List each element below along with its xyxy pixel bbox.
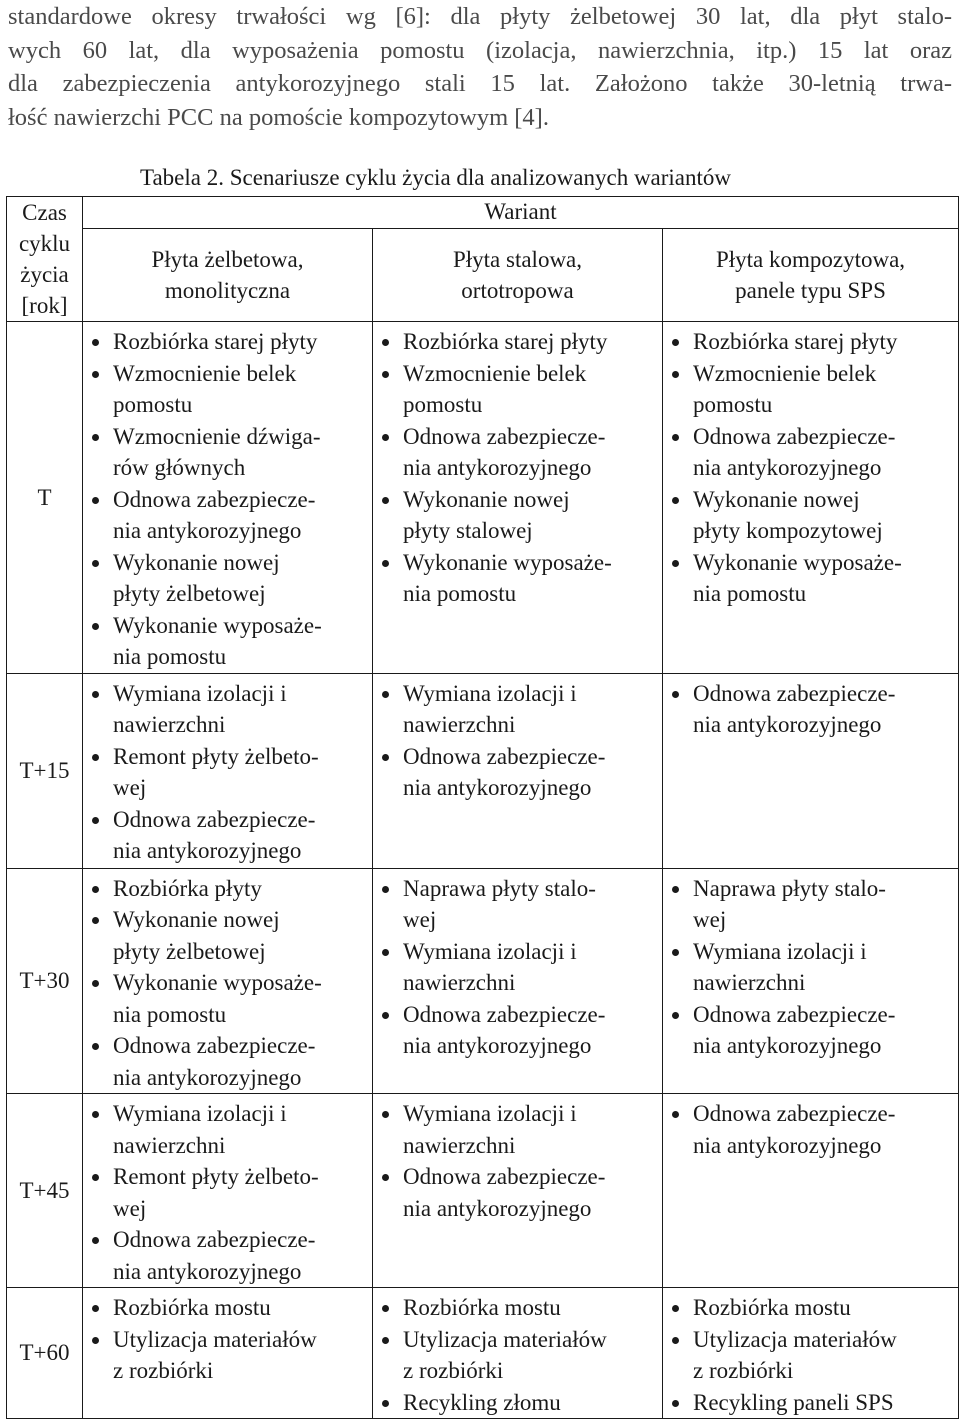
list-item-line: nawierzchni — [403, 1132, 516, 1158]
list-item — [373, 741, 662, 804]
list-item-line: Odnowa zabezpiecze- — [113, 1033, 316, 1058]
action-list — [83, 1288, 372, 1387]
list-item — [663, 1324, 958, 1387]
list-item-line: nia pomostu — [693, 581, 807, 606]
list-item — [83, 484, 372, 547]
list-item-line: Naprawa płyty stalo- — [403, 875, 596, 901]
list-item — [663, 1387, 958, 1419]
time-header-line: cyklu — [18, 231, 71, 256]
time-column-header — [7, 197, 83, 322]
list-item-line: Wzmocnienie dźwiga- — [113, 423, 321, 449]
list-item — [373, 1387, 662, 1419]
list-item-line: nia antykorozyjnego — [113, 838, 302, 863]
list-item-line: pomostu — [113, 392, 193, 417]
action-list — [83, 1094, 372, 1287]
list-item — [373, 1324, 662, 1387]
scenario-cell — [373, 868, 663, 1094]
list-item — [83, 326, 372, 358]
list-item-line: Wymiana izolacji i — [403, 680, 577, 706]
list-item-line: Rozbiórka mostu — [403, 1295, 561, 1320]
variant-header-row — [7, 228, 959, 321]
list-item-line: Remont płyty żelbeto- — [113, 743, 319, 769]
scenario-cell — [663, 1288, 959, 1419]
list-item — [663, 1098, 958, 1161]
intro-line: standardowe okresy trwałości wg [6]: dla płyty żelbetowej 30 lat, dla płyt stalo- — [8, 3, 952, 30]
table-header-row — [7, 197, 959, 229]
list-item-line: nia antykorozyjnego — [403, 775, 592, 800]
list-item-line: Odnowa zabezpiecze- — [403, 423, 606, 449]
time-header-line: Czas — [22, 200, 67, 225]
list-item — [373, 1098, 662, 1161]
list-item — [663, 547, 958, 610]
list-item-line: Wykonanie nowej — [403, 486, 570, 512]
list-item — [83, 1292, 372, 1324]
list-item-line: Recykling złomu — [403, 1389, 561, 1415]
scenario-cell — [83, 673, 373, 868]
scenario-cell — [83, 868, 373, 1094]
list-item-line: Wykonanie wyposaże- — [113, 970, 322, 995]
action-list — [83, 322, 372, 673]
list-item-line: Odnowa zabezpiecze- — [693, 1101, 896, 1126]
list-item-line: Rozbiórka mostu — [113, 1295, 271, 1320]
list-item — [83, 967, 372, 1030]
list-item — [83, 1161, 372, 1224]
table-row — [7, 868, 959, 1094]
list-item — [83, 873, 372, 905]
list-item — [83, 678, 372, 741]
list-item-line: Wykonanie nowej — [113, 549, 280, 575]
list-item-line: nia pomostu — [113, 644, 227, 669]
list-item-line: z rozbiórki — [403, 1358, 504, 1383]
list-item-line: Utylizacja materiałów — [693, 1326, 897, 1352]
list-item-line: nia antykorozyjnego — [113, 1064, 302, 1090]
intro-line: dla zabezpieczenia antykorozyjnego stali 15 lat. Założono także 30-letnią trwa- — [8, 70, 952, 97]
variant-header-line: ortotropowa — [461, 277, 574, 303]
intro-line: wych 60 lat, dla wyposażenia pomostu (izolacja, nawierzchnia, itp.) 15 lat oraz — [8, 36, 952, 64]
list-item-line: Odnowa zabezpiecze- — [693, 680, 896, 706]
list-item — [663, 873, 958, 936]
list-item — [83, 610, 372, 673]
action-list — [83, 674, 372, 867]
list-item — [373, 421, 662, 484]
list-item — [373, 358, 662, 421]
list-item-line: Rozbiórka starej płyty — [113, 329, 318, 354]
list-item — [663, 326, 958, 358]
list-item-line: Wzmocnienie belek — [403, 360, 587, 386]
list-item — [663, 936, 958, 999]
variant-header-line: monolityczna — [164, 277, 291, 303]
scenario-cell — [373, 322, 663, 674]
list-item — [83, 1224, 372, 1287]
list-item — [373, 1161, 662, 1224]
action-list — [373, 1288, 662, 1418]
action-list — [663, 869, 958, 1062]
list-item — [83, 1030, 372, 1093]
scenario-cell — [83, 1288, 373, 1419]
list-item-line: Wymiana izolacji i — [403, 1101, 577, 1126]
time-cell: T — [7, 322, 83, 674]
list-item-line: nawierzchni — [403, 712, 516, 737]
variant-header-line: Płyta żelbetowa, — [151, 246, 304, 272]
action-list — [373, 869, 662, 1062]
scenario-cell — [373, 1288, 663, 1419]
list-item-line: wej — [403, 907, 437, 932]
list-item — [373, 326, 662, 358]
list-item-line: Wymiana izolacji i — [113, 1101, 287, 1126]
list-item-line: Wzmocnienie belek — [113, 360, 297, 386]
list-item-line: Rozbiórka starej płyty — [693, 329, 898, 354]
list-item-line: nia pomostu — [403, 581, 517, 606]
action-list — [663, 1094, 958, 1161]
action-list — [663, 322, 958, 610]
list-item-line: Utylizacja materiałów — [113, 1326, 317, 1352]
list-item — [83, 421, 372, 484]
table-row — [7, 1288, 959, 1419]
list-item — [663, 678, 958, 741]
action-list — [373, 674, 662, 804]
list-item — [373, 873, 662, 936]
list-item-line: rów głównych — [113, 455, 246, 480]
list-item-line: płyty żelbetowej — [113, 581, 266, 606]
scenario-cell — [663, 1094, 959, 1288]
action-list — [83, 869, 372, 1094]
list-item-line: nia antykorozyjnego — [403, 1195, 592, 1221]
time-cell: T+60 — [7, 1288, 83, 1419]
list-item — [373, 936, 662, 999]
action-list — [663, 674, 958, 741]
table-row — [7, 1094, 959, 1288]
list-item — [373, 999, 662, 1062]
variant-group-header: Wariant — [83, 197, 959, 229]
list-item-line: Rozbiórka starej płyty — [403, 329, 608, 354]
list-item-line: nia pomostu — [113, 1001, 227, 1027]
list-item-line: Rozbiórka mostu — [693, 1295, 851, 1320]
list-item — [83, 741, 372, 804]
list-item — [663, 358, 958, 421]
list-item-line: pomostu — [403, 392, 483, 417]
list-item-line: nia antykorozyjnego — [113, 518, 302, 543]
list-item — [663, 484, 958, 547]
list-item-line: nia antykorozyjnego — [693, 455, 882, 480]
list-item-line: Odnowa zabezpiecze- — [693, 1001, 896, 1027]
action-list — [373, 322, 662, 610]
list-item — [663, 421, 958, 484]
list-item-line: Wykonanie nowej — [693, 486, 860, 512]
list-item-line: nia antykorozyjnego — [113, 1258, 302, 1284]
list-item-line: nia antykorozyjnego — [693, 712, 882, 737]
list-item-line: Wykonanie wyposaże- — [403, 549, 612, 575]
list-item-line: płyty żelbetowej — [113, 938, 266, 964]
scenario-cell — [373, 1094, 663, 1288]
list-item-line: Naprawa płyty stalo- — [693, 875, 886, 901]
list-item-line: Wzmocnienie belek — [693, 360, 877, 386]
variant-header-composite — [663, 228, 959, 321]
list-item-line: z rozbiórki — [693, 1358, 794, 1383]
list-item — [373, 1292, 662, 1324]
list-item-line: nawierzchni — [693, 970, 806, 995]
scenario-cell — [663, 322, 959, 674]
variant-header-line: panele typu SPS — [735, 277, 886, 303]
list-item-line: Odnowa zabezpiecze- — [403, 1001, 606, 1027]
list-item — [83, 358, 372, 421]
list-item-line: Odnowa zabezpiecze- — [113, 806, 316, 832]
list-item-line: nawierzchni — [113, 712, 226, 737]
intro-line: łość nawierzchi PCC na pomoście kompozytowym [4]. — [8, 103, 549, 131]
list-item — [83, 547, 372, 610]
list-item-line: Odnowa zabezpiecze- — [403, 743, 606, 769]
list-item — [373, 678, 662, 741]
list-item — [83, 1324, 372, 1387]
list-item-line: Wymiana izolacji i — [403, 938, 577, 964]
list-item-line: wej — [113, 1195, 147, 1221]
list-item-line: Utylizacja materiałów — [403, 1326, 607, 1352]
list-item-line: Odnowa zabezpiecze- — [113, 486, 316, 512]
scenario-cell — [663, 868, 959, 1094]
list-item-line: Recykling paneli SPS — [693, 1389, 894, 1415]
table-row — [7, 673, 959, 868]
list-item-line: pomostu — [693, 392, 773, 417]
time-cell: T+15 — [7, 673, 83, 868]
list-item-line: nia antykorozyjnego — [693, 1033, 882, 1058]
table-body — [7, 197, 959, 1419]
list-item-line: nawierzchni — [113, 1132, 226, 1158]
list-item — [373, 547, 662, 610]
list-item-line: nawierzchni — [403, 970, 516, 995]
time-cell: T+45 — [7, 1094, 83, 1288]
intro-paragraph — [8, 0, 952, 134]
variant-header-steel — [373, 228, 663, 321]
time-header-line: [rok] — [21, 293, 68, 318]
list-item-line: płyty stalowej — [403, 518, 533, 543]
list-item-line: nia antykorozyjnego — [693, 1132, 882, 1158]
list-item — [83, 804, 372, 867]
list-item-line: Odnowa zabezpiecze- — [693, 423, 896, 449]
table-row — [7, 322, 959, 674]
list-item — [83, 1098, 372, 1161]
lifecycle-table — [6, 196, 959, 1419]
list-item-line: Odnowa zabezpiecze- — [403, 1164, 606, 1189]
list-item-line: Rozbiórka płyty — [113, 875, 262, 901]
scenario-cell — [83, 322, 373, 674]
list-item-line: Wymiana izolacji i — [693, 938, 867, 964]
action-list — [663, 1288, 958, 1418]
list-item-line: Wymiana izolacji i — [113, 680, 287, 706]
variant-header-reinforced-concrete — [83, 228, 373, 321]
time-cell: T+30 — [7, 868, 83, 1094]
list-item-line: Odnowa zabezpiecze- — [113, 1227, 316, 1252]
list-item — [373, 484, 662, 547]
variant-header-line: Płyta kompozytowa, — [715, 246, 906, 272]
time-header-line: życia — [20, 262, 69, 287]
list-item — [663, 999, 958, 1062]
list-item-line: nia antykorozyjnego — [403, 455, 592, 480]
table-caption: Tabela 2. Scenariusze cyklu życia dla analizowanych wariantów — [140, 165, 732, 190]
list-item-line: Remont płyty żelbeto- — [113, 1164, 319, 1189]
scenario-cell — [373, 673, 663, 868]
list-item-line: nia antykorozyjnego — [403, 1033, 592, 1058]
list-item-line: Wykonanie wyposaże- — [113, 612, 322, 638]
list-item-line: z rozbiórki — [113, 1358, 214, 1383]
list-item — [83, 904, 372, 967]
list-item — [663, 1292, 958, 1324]
action-list — [373, 1094, 662, 1224]
variant-header-line: Płyta stalowa, — [452, 246, 583, 272]
list-item-line: Wykonanie nowej — [113, 907, 280, 932]
list-item-line: płyty kompozytowej — [693, 518, 883, 543]
list-item-line: wej — [693, 907, 727, 932]
scenario-cell — [83, 1094, 373, 1288]
list-item-line: wej — [113, 775, 147, 800]
list-item-line: Wykonanie wyposaże- — [693, 549, 902, 575]
scenario-cell — [663, 673, 959, 868]
